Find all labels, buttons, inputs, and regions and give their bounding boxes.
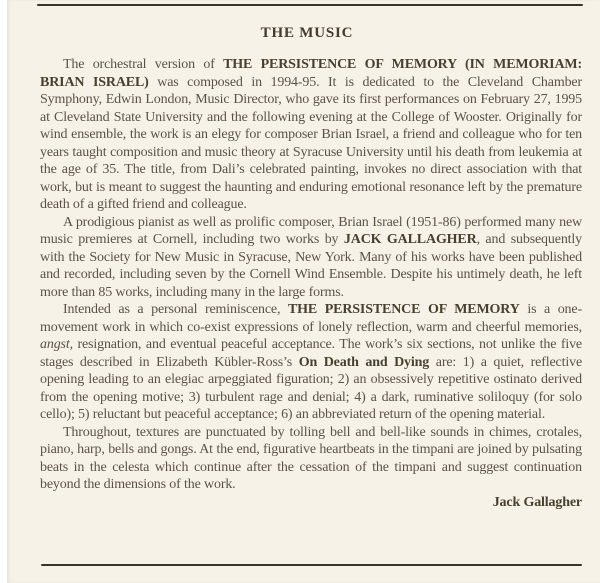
text-run: are: 1) a quiet, reflective opening leading to an elegiac arpeggiated figuration; 2) an obsessively repetitive ostinato derived from the opening motive; 3) turbulent rage and denial; 4) a dark, ruminative soliloquy (for solo cello); 5) reluctant but peaceful acceptance; 6) an abbreviated return of the opening material. xyxy=(40,354,583,422)
text-run: was composed in 1994-95. It is dedicated to the Cleveland Chamber Symphony, Edwin London, Music Director, who gave its first performances on February 27, 1995 at Cleveland State University and the following evening at the College of Wooster. Originally for wind ensemble, the work is an elegy for composer Brian Israel, a friend and colleague who for ten years taught composition and music theory at Syracuse University until his death from leukemia at the age of 35. The title, from Dali’s celebrated painting, invokes no direct association with that work, but is meant to suggest the haunting and enduring emotional resonance left by the premature death of a gifted friend and colleague. xyxy=(40,74,582,212)
text-run: The orchestral version of xyxy=(63,57,224,72)
section-heading: THE MUSIC xyxy=(260,25,354,41)
text-run: , and subsequently with the Society for New Music in Syracuse, New York. Many of his works have been published and recorded, including seven by the Cornell Wind Ensemble. Despite his untimely death, he left more than 85 works, including many in the large forms. xyxy=(40,232,582,300)
text-run: THE PERSISTENCE OF MEMORY (IN MEMORIAM: BRIAN ISRAEL) xyxy=(40,57,582,90)
text-run: is a one-movement work in which co-exist expressions of lonely reflection, warm and cheerful memories, xyxy=(40,302,582,335)
text-run: , resignation, and eventual peaceful acceptance. The work’s six sections, not unlike the five stages described in Elizabeth Kübler-Ross’s xyxy=(40,337,582,370)
text-run: A prodigious pianist as well as prolific composer, Brian Israel (1951-86) performed many new music premieres at Cornell, including two works by xyxy=(40,214,582,247)
bottom-rule xyxy=(41,564,582,566)
paragraph xyxy=(40,424,582,494)
top-rule xyxy=(37,4,583,6)
paragraph xyxy=(40,214,582,302)
text-run: On Death and Dying xyxy=(298,354,430,370)
body-text xyxy=(40,56,582,511)
paragraph xyxy=(40,56,582,214)
text-run: Intended as a personal reminiscence, xyxy=(63,302,288,317)
text-run: angst xyxy=(40,337,70,352)
author-signature: Jack Gallagher xyxy=(492,494,582,510)
booklet-page xyxy=(7,0,600,583)
text-run: JACK GALLAGHER xyxy=(343,232,477,247)
text-run: THE PERSISTENCE OF MEMORY xyxy=(287,302,520,317)
text-run: Throughout, textures are punctuated by tolling bell and bell-like sounds in chimes, crotales, piano, harp, bells and gongs. At the end, figurative heartbeats in the timpani are joined by pulsating beats in the celesta which continue after the cessation of the timpani and suggest continuation beyond the dimensions of the work. xyxy=(40,424,582,492)
paragraph xyxy=(40,301,582,424)
